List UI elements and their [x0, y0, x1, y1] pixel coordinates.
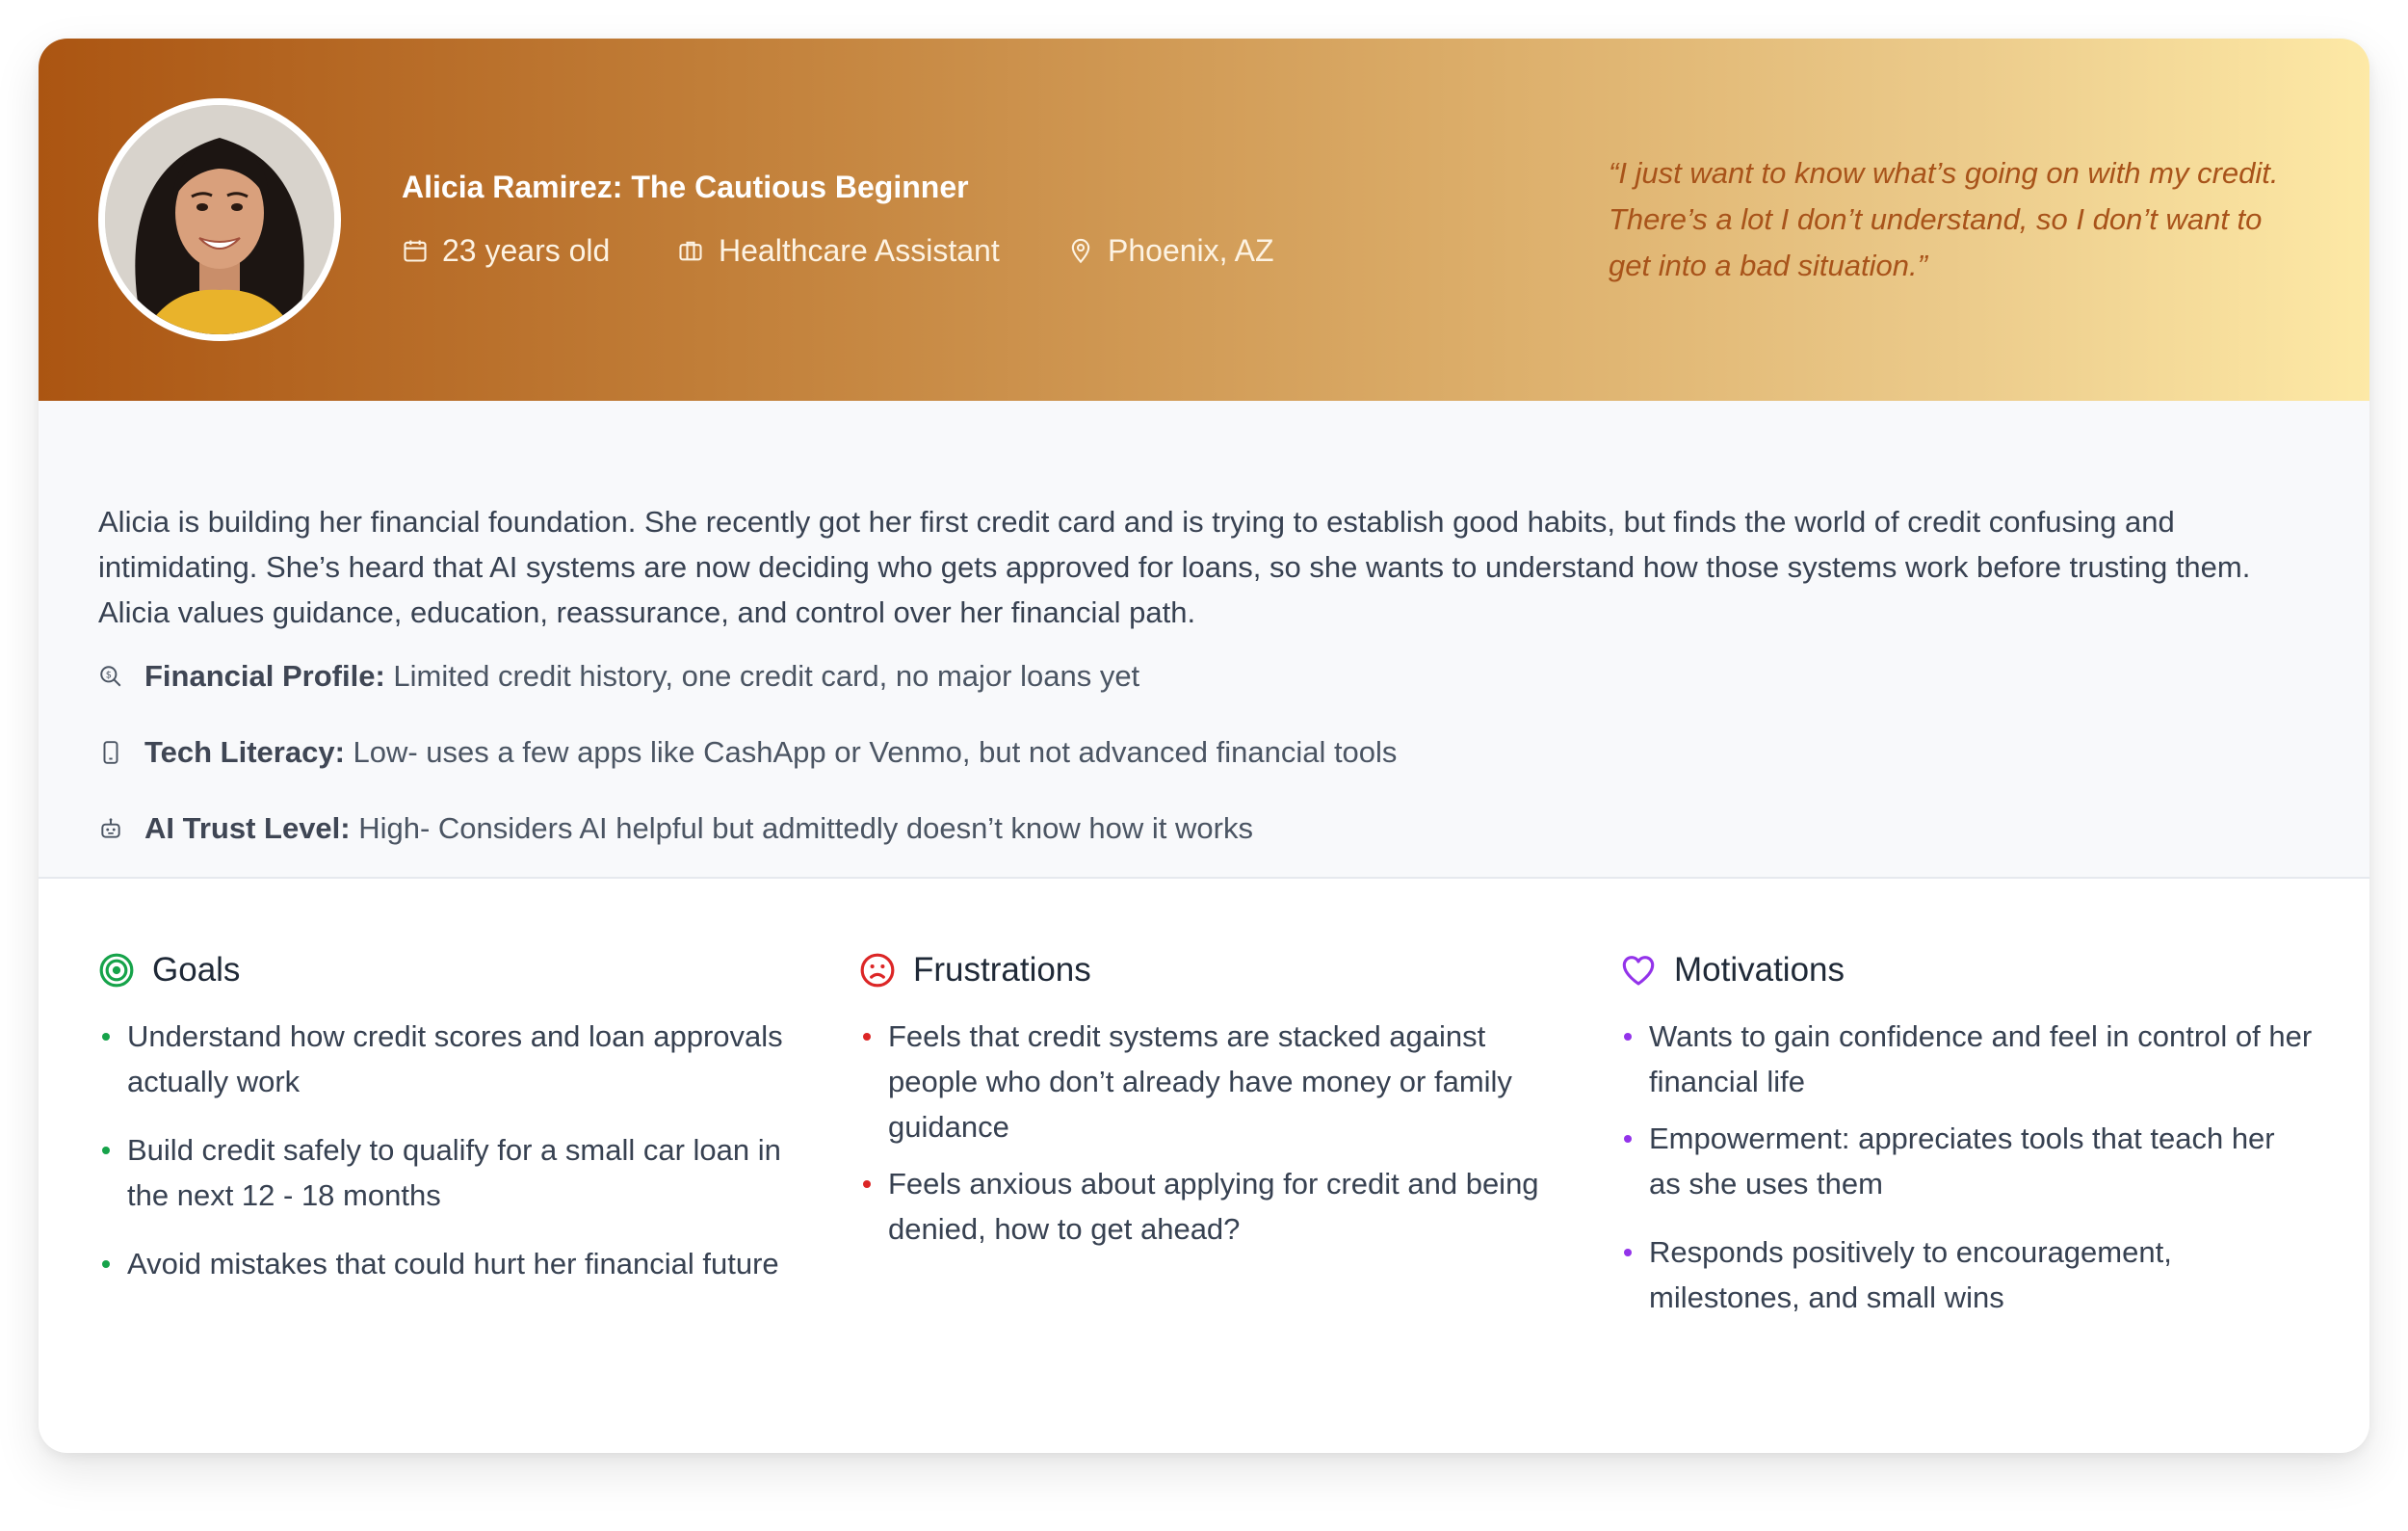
- search-money-icon: [98, 664, 123, 689]
- motivations-heading: [1620, 946, 2314, 994]
- goal-text: Build credit safely to qualify for a small car loan in the next 12 - 18 months: [127, 1133, 781, 1212]
- map-pin-icon: [1067, 236, 1094, 265]
- ai-trust-label: AI Trust Level:: [144, 811, 351, 845]
- persona-bio: Alicia is building her financial foundation. She recently got her first credit card and is trying to establish good habits, but finds the world of credit confusing and intimidating. She’s heard that AI systems are now deciding who gets approved for loans, so she wants to understand how those systems work before trusting them. Alicia values guidance, education, reassurance, and control over her financial path.: [98, 505, 2251, 629]
- persona-job: [676, 229, 1000, 272]
- persona-quote: “I just want to know what’s going on with my credit. There’s a lot I don’t understand, so I don’t want to get into a bad situation.”: [1609, 156, 2279, 282]
- bullet-dot: [863, 1180, 871, 1188]
- frustration-text: Feels that credit systems are stacked against people who don’t already have money or family guidance: [888, 1019, 1512, 1144]
- list-item: [859, 1161, 1553, 1252]
- frown-icon: [859, 952, 896, 989]
- frustration-text: Feels anxious about applying for credit and being denied, how to get ahead?: [888, 1167, 1539, 1246]
- robot-icon: [98, 816, 123, 841]
- bullet-dot: [1624, 1033, 1632, 1041]
- list-item: [98, 1241, 792, 1286]
- persona-location-text: Phoenix, AZ: [1108, 232, 1274, 268]
- bullet-dot: [863, 1033, 871, 1041]
- goals-list: [98, 1014, 792, 1286]
- financial-profile-row: [98, 655, 1139, 698]
- phone-icon: [98, 739, 123, 766]
- tech-literacy-value: Low- uses a few apps like CashApp or Venmo, but not advanced financial tools: [344, 735, 1398, 769]
- goal-text: Understand how credit scores and loan approvals actually work: [127, 1019, 783, 1098]
- persona-card: [39, 39, 2369, 1453]
- ai-trust-row: [98, 807, 1253, 850]
- motivations-section: [1620, 946, 2314, 1332]
- list-item: [98, 1014, 792, 1104]
- briefcase-icon: [676, 237, 705, 264]
- list-item: [1620, 1229, 2314, 1320]
- persona-location: [1067, 229, 1274, 272]
- motivation-text: Empowerment: appreciates tools that teach her as she uses them: [1649, 1122, 2275, 1201]
- ai-trust-value: High- Considers AI helpful but admittedly doesn’t know how it works: [350, 811, 1253, 845]
- persona-profile: [39, 401, 2369, 879]
- persona-job-text: Healthcare Assistant: [719, 232, 1000, 268]
- bullet-dot: [1624, 1249, 1632, 1256]
- target-icon: [98, 952, 135, 989]
- frustrations-title: Frustrations: [913, 951, 1091, 989]
- ai-trust-text: [144, 811, 1253, 846]
- financial-profile-text: [144, 659, 1139, 694]
- tech-literacy-label: Tech Literacy:: [144, 735, 345, 769]
- motivation-text: Wants to gain confidence and feel in control of her financial life: [1649, 1019, 2313, 1098]
- list-item: [98, 1127, 792, 1218]
- financial-profile-label: Financial Profile:: [144, 659, 385, 693]
- goals-title: Goals: [152, 951, 241, 989]
- goal-text: Avoid mistakes that could hurt her financial future: [127, 1247, 779, 1280]
- motivation-text: Responds positively to encouragement, milestones, and small wins: [1649, 1235, 2172, 1314]
- calendar-icon: [402, 237, 429, 264]
- goals-section: [98, 946, 792, 1309]
- persona-photo: [105, 105, 334, 334]
- list-item: [859, 1014, 1553, 1149]
- persona-age-text: 23 years old: [442, 232, 611, 268]
- motivations-list: [1620, 1014, 2314, 1320]
- persona-header: [39, 39, 2369, 401]
- motivations-title: Motivations: [1674, 951, 1845, 989]
- financial-profile-value: Limited credit history, one credit card, no major loans yet: [384, 659, 1140, 693]
- frustrations-heading: [859, 946, 1553, 994]
- tech-literacy-row: [98, 731, 1397, 774]
- bullet-dot: [102, 1033, 110, 1041]
- bullet-dot: [102, 1260, 110, 1268]
- list-item: [1620, 1116, 2314, 1206]
- goals-heading: [98, 946, 792, 994]
- list-item: [1620, 1014, 2314, 1104]
- avatar: [98, 98, 341, 341]
- persona-name: Alicia Ramirez: The Cautious Beginner: [402, 170, 969, 204]
- bullet-dot: [102, 1147, 110, 1154]
- persona-age: [402, 229, 610, 272]
- svg-text:$: $: [105, 670, 112, 681]
- heart-icon: [1620, 954, 1657, 987]
- bullet-dot: [1624, 1135, 1632, 1143]
- frustrations-list: [859, 1014, 1553, 1252]
- frustrations-section: [859, 946, 1553, 1263]
- tech-literacy-text: [144, 735, 1397, 770]
